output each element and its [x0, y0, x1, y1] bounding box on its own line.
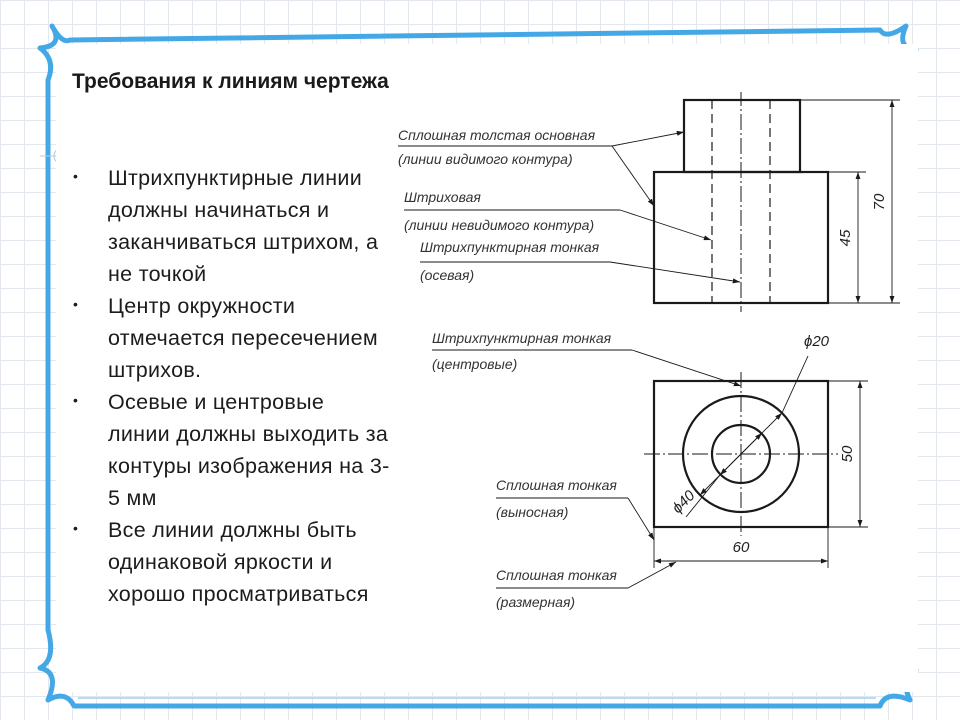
label-axial: Штрихпунктирная тонкая: [420, 239, 600, 255]
label-solid-thick: Сплошная толстая основная: [398, 127, 596, 143]
bullet-marker: •: [73, 392, 79, 408]
label-extension-note: (выносная): [496, 504, 569, 520]
dim-label-phi20: ϕ20: [804, 333, 830, 350]
label-center: Штрихпунктирная тонкая: [432, 330, 612, 346]
label-solid-thick-note: (линии видимого контура): [398, 151, 573, 167]
label-extension: Сплошная тонкая: [496, 477, 617, 493]
bullet-marker: •: [73, 520, 79, 536]
list-item: [70, 386, 390, 514]
dim-label-45: 45: [837, 229, 854, 247]
label-dashed-note: (линии невидимого контура): [404, 217, 595, 233]
dim-label-phi40: ϕ40: [668, 487, 699, 517]
top-cylinder-outline: [684, 100, 800, 172]
top-view: [644, 356, 868, 568]
bullet-text: Осевые и центровые линии должны выходить за контуры изображения на 3-5 мм: [108, 390, 390, 510]
dim-label-60: 60: [732, 539, 750, 556]
list-item: [70, 514, 390, 610]
list-item: [70, 290, 390, 386]
bullet-text: Штрихпунктирные линии должны начинаться и заканчиваться штрихом, а не точкой: [108, 166, 379, 286]
requirements-list: [70, 162, 390, 610]
bullet-text: Центр окружности отмечается пересечением штрихов.: [108, 294, 378, 382]
dim-label-50: 50: [839, 445, 856, 463]
technical-drawing: [392, 92, 912, 632]
bullet-text: Все линии должны быть одинаковой яркости и хорошо просматриваться: [108, 518, 369, 606]
label-dimension: Сплошная тонкая: [496, 567, 617, 583]
label-axial-note: (осевая): [420, 267, 475, 283]
label-dashed: Штриховая: [404, 189, 481, 205]
label-center-note: (центровые): [432, 356, 518, 372]
list-item: [70, 162, 390, 290]
label-dimension-note: (размерная): [496, 594, 576, 610]
bullet-marker: •: [73, 168, 79, 184]
slide-title: Требования к линиям чертежа: [72, 70, 389, 93]
dim-label-70: 70: [871, 193, 888, 211]
front-view: [654, 92, 900, 312]
bullet-marker: •: [73, 296, 79, 312]
